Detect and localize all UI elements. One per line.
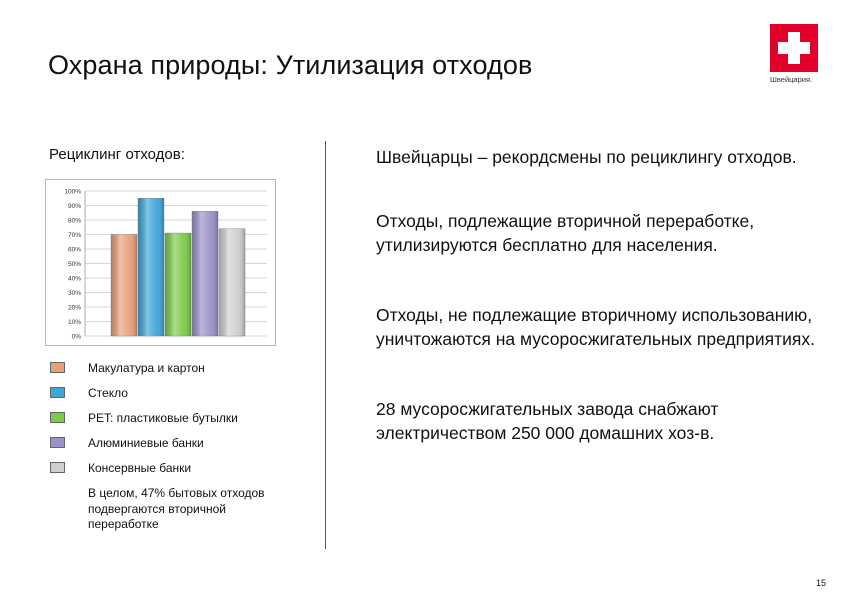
- bar-shading: [165, 233, 191, 336]
- legend-swatch: [50, 387, 65, 398]
- y-tick-label: 90%: [67, 203, 81, 210]
- legend-label: Макулатура и картон: [88, 361, 205, 375]
- legend-label: PET: пластиковые бутылки: [88, 411, 238, 425]
- fact-paragraph: Отходы, подлежащие вторичной переработке, утилизируются бесплатно для населения.: [376, 211, 755, 255]
- y-tick-label: 30%: [67, 290, 81, 297]
- y-tick-label: 60%: [67, 246, 81, 254]
- legend-label: Консервные банки: [88, 461, 192, 475]
- fact-paragraph: Швейцарцы – рекордсмены по рециклингу отходов.: [376, 147, 797, 167]
- legend-label: Алюминиевые банки: [88, 436, 204, 450]
- y-tick-label: 40%: [67, 275, 81, 283]
- legend-swatch: [50, 412, 65, 423]
- y-tick-label: 70%: [67, 232, 81, 239]
- legend-label: Стекло: [88, 386, 128, 400]
- swiss-cross-icon: [770, 24, 818, 72]
- recycling-bar-chart: [45, 179, 276, 346]
- column-divider: [325, 141, 326, 549]
- y-tick-label: 20%: [67, 304, 81, 312]
- recycling-summary: В целом, 47% бытовых отходов подвергаются вторичной переработке: [88, 486, 265, 531]
- bar-shading: [111, 235, 137, 337]
- page-title: Охрана природы: Утилизация отходов: [48, 50, 533, 80]
- y-tick-label: 80%: [67, 217, 81, 225]
- legend-swatch: [50, 437, 65, 448]
- swiss-logo: [770, 24, 818, 72]
- y-tick-label: 10%: [67, 319, 81, 326]
- y-tick-label: 0%: [71, 333, 81, 341]
- logo-text: Швейцария.: [770, 75, 813, 84]
- legend-swatch: [50, 462, 65, 473]
- bar-shading: [138, 198, 164, 336]
- bar-shading: [219, 229, 245, 336]
- page-number: 15: [816, 578, 827, 588]
- fact-paragraph: Отходы, не подлежащие вторичному использованию, уничтожаются на мусоросжигательных предприятиях.: [376, 305, 815, 349]
- y-tick-label: 100%: [64, 188, 81, 196]
- legend-swatch: [50, 362, 65, 373]
- bar-shading: [192, 211, 218, 336]
- fact-paragraph: 28 мусоросжигательных завода снабжают электричеством 250 000 домашних хоз-в.: [376, 399, 719, 443]
- y-tick-label: 50%: [67, 261, 81, 268]
- recycling-heading: Рециклинг отходов:: [49, 146, 185, 163]
